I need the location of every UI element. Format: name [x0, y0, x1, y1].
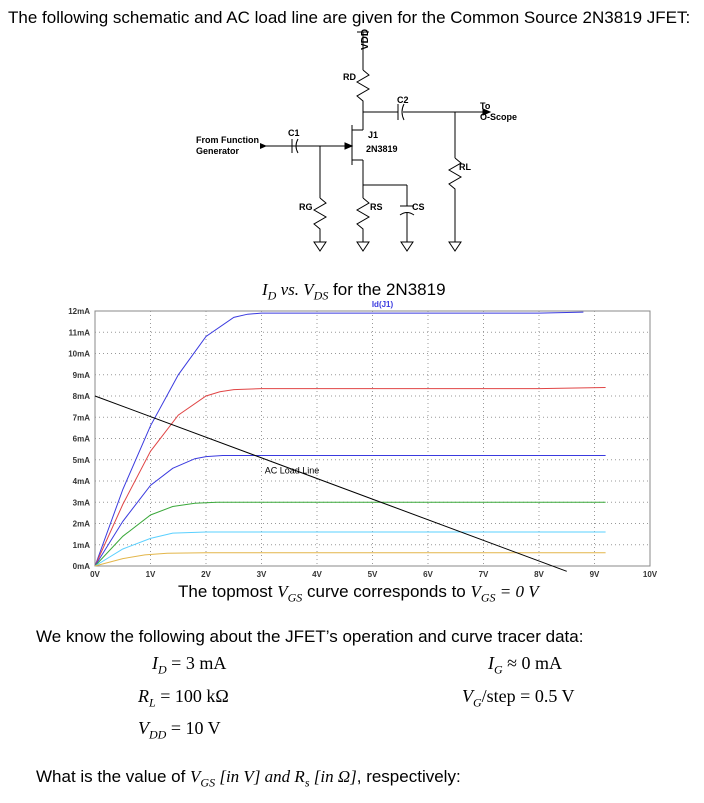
question-tail: , respectively: [356, 767, 461, 786]
series-line-6 [95, 553, 606, 566]
part-label: 2N3819 [366, 144, 398, 154]
given-ig [488, 653, 562, 678]
plot-title-vds: V [303, 280, 314, 299]
caption-value: = 0 V [495, 582, 539, 601]
id-vds-chart [0, 295, 704, 585]
given-vg-sym: V [462, 686, 473, 706]
given-id [152, 653, 226, 678]
c2-label: C2 [397, 95, 409, 105]
series-line-3 [95, 456, 606, 567]
given-ig-sub: G [494, 662, 503, 677]
given-id-sym: I [152, 653, 158, 673]
series-line-1 [95, 312, 583, 566]
caption-text: The topmost [178, 582, 278, 601]
x-tick-label: 5V [367, 570, 378, 579]
x-tick-label: 6V [423, 570, 433, 579]
ac-load-line [95, 396, 567, 571]
caption-vgs2-sub: GS [480, 590, 496, 605]
trace-label: Id(J1) [371, 300, 394, 309]
given-rl-val: = 100 kΩ [155, 686, 229, 706]
y-tick-label: 0mA [72, 562, 90, 571]
plot-title-id-sub: D [267, 288, 277, 303]
rg-label: RG [299, 202, 313, 212]
y-tick-label: 11mA [68, 328, 90, 338]
given-vg-sub: G [473, 695, 482, 710]
question-r-sub: s [304, 775, 310, 790]
y-tick-label: 4mA [72, 477, 90, 486]
given-ig-val: ≈ 0 mA [502, 653, 563, 673]
caption [178, 582, 539, 605]
x-tick-label: 2V [201, 570, 211, 579]
schematic [0, 0, 704, 290]
given-vg [462, 686, 575, 711]
given-rl-sym: R [138, 686, 149, 706]
intro-text: The following schematic and AC load line are given for the Common Source 2N3819 JFET: [8, 8, 691, 27]
question-v-sub: GS [200, 775, 216, 790]
c1-label: C1 [288, 128, 300, 138]
question-unit: [in Ω] [309, 767, 357, 786]
know-text: We know the following about the JFET’s operation and curve tracer data: [36, 627, 584, 646]
x-tick-label: 4V [312, 570, 322, 579]
caption-vgs-sub: GS [287, 590, 303, 605]
y-tick-label: 12mA [68, 307, 90, 316]
y-tick-label: 8mA [72, 392, 90, 401]
question-text: What is the value of [36, 767, 191, 786]
rl-label: RL [459, 162, 471, 172]
from-gen-line1: From Function [196, 135, 259, 145]
from-gen-line2: Generator [196, 146, 240, 156]
caption-mid: curve corresponds to [302, 582, 471, 601]
given-vdd-sub: DD [149, 727, 167, 742]
series-line-2 [95, 388, 606, 567]
given-vdd [138, 718, 221, 743]
vdd-label: VDD [360, 28, 371, 50]
x-tick-label: 3V [256, 570, 267, 579]
given-vdd-val: = 10 V [166, 718, 221, 738]
y-tick-label: 6mA [72, 434, 90, 444]
cs-label: CS [412, 202, 425, 212]
x-tick-label: 9V [589, 570, 600, 579]
rd-label: RD [343, 72, 356, 82]
to-scope-line2: O-Scope [480, 112, 518, 122]
y-tick-label: 3mA [72, 498, 90, 508]
question-v: V [190, 767, 201, 786]
y-tick-label: 9mA [72, 370, 90, 380]
ac-load-line-label: AC Load Line [264, 465, 320, 476]
given-rl [138, 686, 229, 711]
given-rl-sub: L [149, 695, 156, 710]
x-tick-label: 10V [642, 570, 658, 579]
question-mid: [in V] and R [215, 767, 305, 786]
given-vdd-sym: V [138, 718, 149, 738]
x-tick-label: 8V [534, 570, 544, 579]
y-tick-label: 10mA [68, 349, 90, 359]
x-tick-label: 1V [145, 570, 156, 579]
series-line-5 [95, 532, 606, 566]
plot-title-vs: vs. [276, 280, 304, 299]
given-vg-val: /step = 0.5 V [481, 686, 575, 706]
given-id-sub: D [158, 662, 167, 677]
to-scope-line1: To [480, 101, 491, 111]
x-tick-label: 0V [90, 570, 100, 579]
given-ig-sym: I [488, 653, 494, 673]
y-tick-label: 5mA [72, 455, 90, 465]
x-tick-label: 7V [478, 570, 489, 579]
caption-vgs: V [277, 582, 288, 601]
series-line-4 [95, 502, 606, 566]
y-tick-label: 7mA [72, 413, 90, 423]
rs-label: RS [370, 202, 383, 212]
given-id-val: = 3 mA [166, 653, 227, 673]
plot-title-vds-sub: DS [313, 288, 329, 303]
caption-vgs2: V [470, 582, 481, 601]
y-tick-label: 1mA [72, 540, 90, 550]
plot-title-rest: for the 2N3819 [328, 280, 446, 299]
plot-title-id: I [262, 280, 268, 299]
j1-label: J1 [368, 130, 379, 140]
question [36, 767, 461, 790]
y-tick-label: 2mA [72, 519, 90, 529]
